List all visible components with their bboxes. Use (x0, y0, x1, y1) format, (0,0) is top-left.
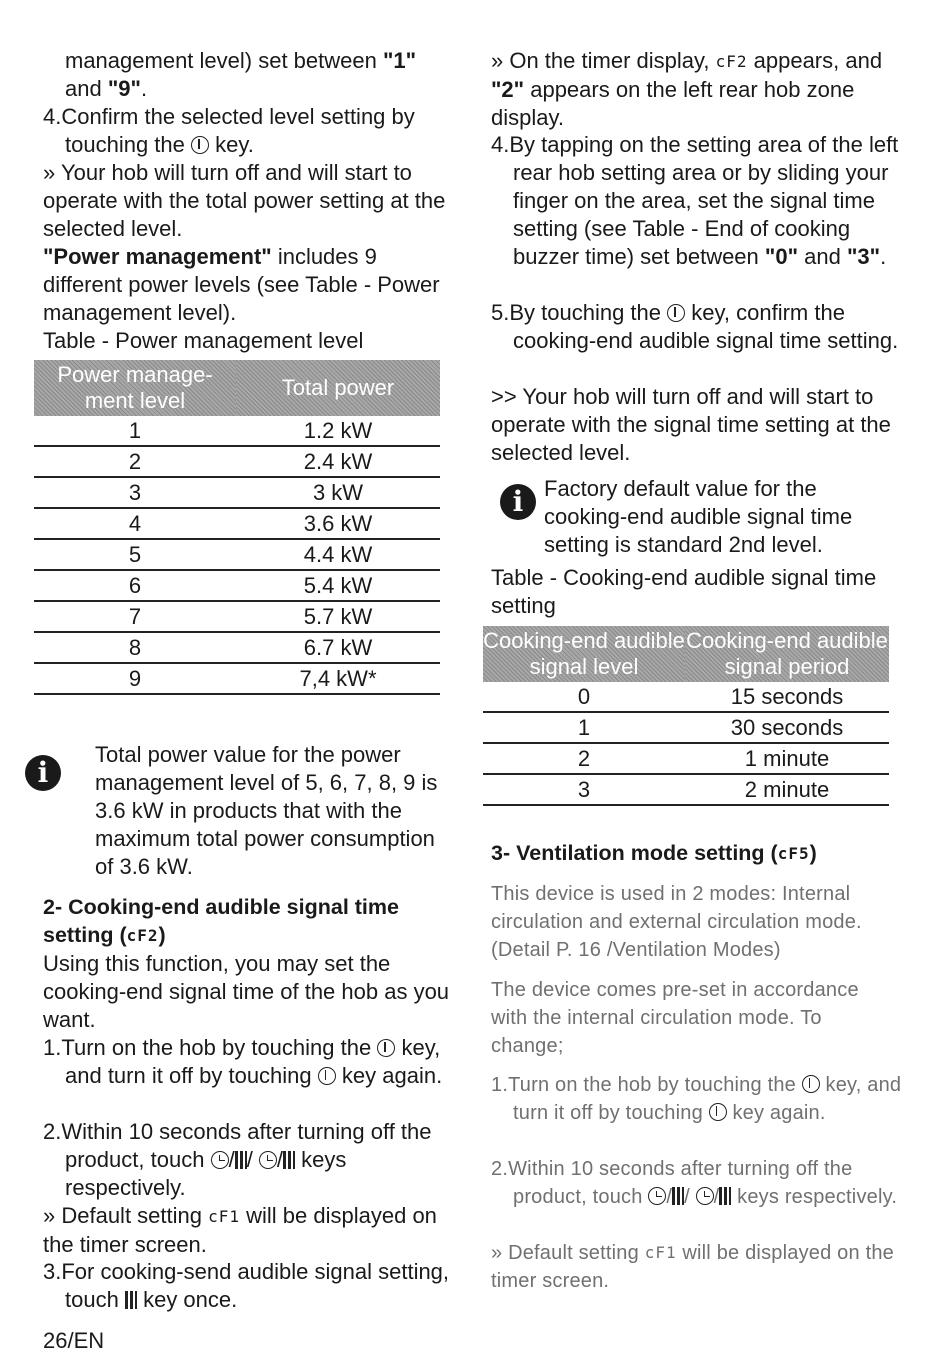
power-key-icon (318, 1067, 336, 1085)
table-cell: 2 (483, 743, 685, 774)
section-2-intro: Using this function, you may set the cooking-end signal time of the hob as you want. (43, 951, 450, 1032)
table-cell: 3.6 kW (236, 508, 440, 539)
note-text: Total power value for the power management level of 5, 6, 7, 8, 9 is 3.6 kW in products that with the maximum total power consumption of 3.6 kW. (95, 742, 438, 879)
table-cell: 2 (34, 446, 236, 477)
section-title-close: ) (158, 923, 166, 947)
s2-default (43, 1202, 455, 1259)
page-number: 26/EN (43, 1328, 105, 1353)
step-text: . (880, 244, 887, 269)
table-cell: 6.7 kW (236, 632, 440, 663)
table-cell: 1 (34, 416, 236, 446)
table-cell: 5.4 kW (236, 570, 440, 601)
display-code: cF2 (126, 926, 159, 945)
power-level-table (34, 360, 440, 695)
table-row (34, 601, 440, 632)
intro-value-1: "1" (382, 48, 417, 73)
default-text: » Default setting (491, 1242, 639, 1264)
step-text: By tapping on the setting area of the left rear hob setting area or by sliding your finger on the area, set the signal time setting (see Table - End of cooking buzzer time) set between (509, 132, 899, 269)
step-number: 5. (491, 300, 510, 325)
step-number: 1. (43, 1035, 62, 1060)
timer-text: appears on the left rear hob zone display. (491, 77, 855, 130)
table-cell: 30 seconds (685, 712, 889, 743)
s3-step-2: 2.Within 10 seconds after turning off the product, touch / / / keys respectively. (491, 1158, 898, 1208)
step-text: keys respectively. (65, 1147, 347, 1200)
step-text: key, and turn it off by touching (65, 1035, 441, 1088)
timer-key-icon (696, 1187, 714, 1205)
timer-text: appears, and (753, 48, 883, 73)
intro-text: management level) set between (65, 48, 383, 73)
table-row (34, 508, 440, 539)
step-text: Within 10 seconds after turning off the product, touch (508, 1158, 853, 1208)
table-cell: 1 minute (685, 743, 889, 774)
s2-step-3 (43, 1258, 455, 1314)
table-header: Cooking-end audible signal period (685, 626, 889, 682)
power-management-text: includes 9 different power levels (see Table - Power management level). (43, 244, 440, 325)
timer-key-icon (259, 1151, 277, 1169)
s3-step-1 (491, 1071, 911, 1127)
table-cell: 4 (34, 508, 236, 539)
step-text: Turn on the hob by touching the (508, 1074, 796, 1096)
table-header-row (483, 626, 889, 682)
minus-bars-icon (235, 1151, 247, 1169)
info-icon: i (500, 484, 536, 520)
section-title-close: ) (809, 841, 817, 865)
step-text: Confirm the selected level setting by touching the (61, 104, 415, 157)
table-cell: 4.4 kW (236, 539, 440, 570)
table-cell: 3 kW (236, 477, 440, 508)
table-header: Cooking-end audible signal level (483, 626, 685, 682)
section-title-text: 2- Cooking-end audible signal time setting ( (43, 895, 399, 947)
table-cell: 7,4 kW* (236, 663, 440, 694)
preset-paragraph: The device comes pre-set in accordance with the internal circulation mode. To change; (491, 979, 859, 1057)
table-cell: 2.4 kW (236, 446, 440, 477)
step-text: key again. (732, 1102, 826, 1124)
table-cell: 0 (483, 682, 685, 712)
default-text: will be displayed on the timer screen. (491, 1242, 894, 1292)
table-caption: Table - Power management level (43, 328, 364, 353)
power-management-term: "Power management" (43, 244, 272, 269)
table-cell: 1.2 kW (236, 416, 440, 446)
intro-value-2: "9" (107, 76, 141, 101)
step-number: 3. (43, 1259, 62, 1284)
table-cell: 2 minute (685, 774, 889, 805)
minus-bars-icon (719, 1187, 731, 1205)
table-row (483, 712, 889, 743)
table-cell: 1 (483, 712, 685, 743)
display-code: cF2 (715, 52, 748, 71)
info-icon: i (25, 755, 61, 791)
modes-paragraph: This device is used in 2 modes: Internal circulation and external circulation mode. (Detail P. 16 /Ventilation Modes) (491, 883, 862, 961)
table-row (34, 632, 440, 663)
table-caption: Table - Cooking-end audible signal time setting (491, 565, 877, 618)
table-row (34, 446, 440, 477)
section-2-title (43, 893, 455, 950)
step-value: "0" (764, 244, 799, 269)
table-cell: 8 (34, 632, 236, 663)
power-key-icon (377, 1039, 395, 1057)
step-text-end: key. (215, 132, 254, 157)
result-text: » Your hob will turn off and will start to operate with the total power setting at the selected level. (43, 160, 446, 241)
table-row (34, 477, 440, 508)
default-text: will be displayed on the timer screen. (43, 1203, 437, 1257)
minus-bars-icon (672, 1187, 684, 1205)
step-text: key, confirm the cooking-end audible signal time setting. (513, 300, 899, 353)
note-text: Factory default value for the cooking-end audible signal time setting is standard 2nd level. (544, 476, 853, 557)
step-text: For cooking-send audible signal setting, touch (61, 1259, 450, 1312)
step-text: and (798, 244, 847, 269)
signal-time-table (483, 626, 889, 806)
display-code: cF5 (777, 844, 810, 863)
power-key-icon (191, 136, 209, 154)
step-4 (43, 103, 455, 159)
table-row (483, 774, 889, 805)
section-title-text: 3- Ventilation mode setting ( (491, 841, 778, 865)
timer-key-icon (648, 1187, 666, 1205)
table-cell: 3 (483, 774, 685, 805)
s3-default (491, 1239, 911, 1295)
intro-text-2: and (65, 76, 108, 101)
table-header: Total power (236, 360, 440, 416)
timer-display-text (491, 47, 911, 132)
power-key-icon (667, 304, 685, 322)
step-text: Turn on the hob by touching the (61, 1035, 372, 1060)
intro-paragraph: management level) set between "1" and "9". (65, 48, 417, 101)
s2-step-2: 2.Within 10 seconds after turning off the product, touch / / / keys respectively. (43, 1119, 432, 1200)
step-text: keys respectively. (737, 1186, 898, 1208)
table-row (483, 743, 889, 774)
table-cell: 6 (34, 570, 236, 601)
table-row (34, 570, 440, 601)
step-text: By touching the (509, 300, 662, 325)
table-header: Power manage-ment level (34, 360, 236, 416)
timer-value: "2" (491, 77, 525, 102)
r-step-4 (491, 131, 911, 271)
table-cell: 5 (34, 539, 236, 570)
table-cell: 7 (34, 601, 236, 632)
step-text: key again. (341, 1063, 443, 1088)
table-row (34, 539, 440, 570)
step-number: 4. (43, 104, 62, 129)
table-row (34, 416, 440, 446)
timer-key-icon (211, 1151, 229, 1169)
table-row (34, 663, 440, 694)
step-number: 2. (43, 1119, 62, 1144)
minus-bars-icon (125, 1291, 137, 1309)
s2-step-1 (43, 1034, 455, 1090)
step-number: 4. (491, 132, 510, 157)
table-header-row (34, 360, 440, 416)
power-key-icon (709, 1103, 727, 1121)
power-key-icon (802, 1075, 820, 1093)
table-cell: 5.7 kW (236, 601, 440, 632)
default-text: » Default setting (43, 1203, 202, 1228)
table-cell: 9 (34, 663, 236, 694)
step-text: Within 10 seconds after turning off the product, touch (61, 1119, 432, 1172)
step-number: 1. (491, 1074, 509, 1096)
step-number: 2. (491, 1158, 509, 1180)
r-step-5 (491, 299, 911, 355)
step-value: "3" (846, 244, 881, 269)
step-text: key, and turn it off by touching (513, 1074, 902, 1124)
step-text: key once. (143, 1287, 238, 1312)
display-code: cF1 (644, 1243, 677, 1262)
power-management-paragraph (43, 243, 455, 327)
table-row (483, 682, 889, 712)
timer-text: » On the timer display, (491, 48, 710, 73)
table-cell: 15 seconds (685, 682, 889, 712)
table-cell: 3 (34, 477, 236, 508)
result-text: >> Your hob will turn off and will start to operate with the signal time setting at the selected level. (491, 384, 891, 465)
display-code: cF1 (208, 1207, 241, 1226)
minus-bars-icon (283, 1151, 295, 1169)
section-3-title (491, 839, 911, 868)
